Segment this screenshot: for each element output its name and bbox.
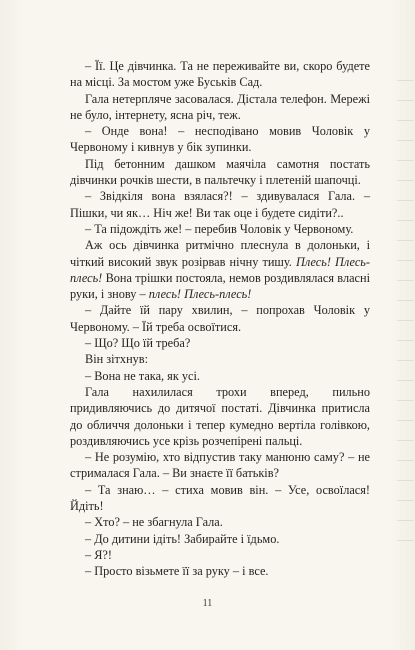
paragraph [70,237,370,302]
paragraph: – Хто? – не збагнула Гала. [85,515,223,530]
paragraph: – Просто візьмете її за руку – і все. [85,564,269,579]
paragraph: Гала нетерпляче засовалася. Дістала телефон. Мережі не було, інтернету, ясна річ, теж. [70,91,370,122]
italic-sound-text: Плесь! Плесь-плесь! [70,254,370,285]
paragraph: Він зітхнув: [85,352,149,367]
paragraph: – Та підождіть же! – перебив Чоловік у Червоному. [85,221,354,236]
italic-sound-text: плесь! Плесь-плесь! [148,287,252,302]
show-through-text [397,70,413,550]
paragraph: Гала нахилилася трохи вперед, пильно придивляючись до дитячої постаті. Дівчинка притисла до обличчя долоньки і тепер кумедно вертіла голівкою, роздивляючись усе крізь розчепірені пальці. [70,384,370,448]
paragraph: Під бетонним дашком маячіла самотня постать дівчинки рочків шести, в пальтечку і плетеній шапочці. [70,156,370,188]
body-text [70,58,370,580]
paragraph: – Що? Що їй треба? [85,336,191,351]
paragraph: – Я?! [85,547,112,562]
paragraph: – Вона не така, як усі. [85,368,200,383]
paragraph: – Онде вона! – несподівано мовив Чоловік у Червоному і кивнув у бік зупинки. [70,124,370,155]
page-number: 11 [202,598,213,609]
paragraph: – Не розумію, хто відпустив таку манюню саму? – не стрималася Гала. – Ви знаєте її батьків? [70,450,370,481]
paragraph: – Та знаю… – стиха мовив він. – Усе, освоїлася! Йдіть! [70,482,370,514]
text-run: Аж ось дівчинка ритмічно плеснула в долоньки, і чіткий високий звук розірвав нічну тишу. [70,238,370,269]
paragraph: – Дайте їй пару хвилин, – попрохав Чоловік у Червоному. – Їй треба освоїтися. [70,303,370,334]
paragraph: – Звідкіля вона взялася?! – здивувалася Гала. – Пішки, чи як… Ніч же! Ви так оце і будете сидіти?.. [70,189,370,220]
paragraph: – Її. Це дівчинка. Та не переживайте ви, скоро будете на місці. За мостом уже Буськів Сад. [70,59,370,90]
text-run: Вона трішки постояла, немов роздивлялася власні руки, і знову – [70,270,370,302]
paragraph: – До дитини ідіть! Забирайте і їдьмо. [85,531,280,546]
